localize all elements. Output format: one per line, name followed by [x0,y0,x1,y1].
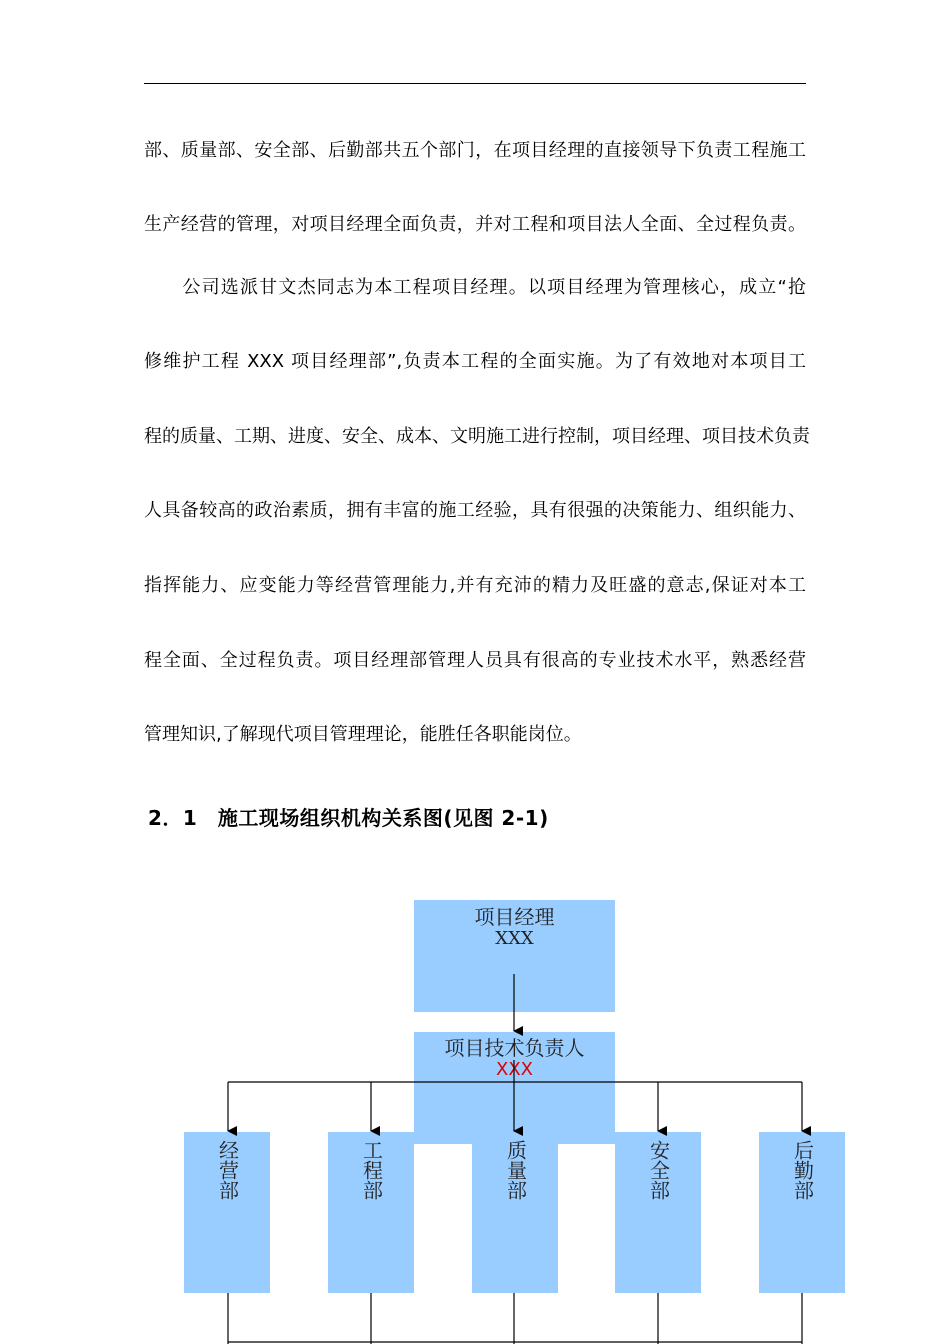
paragraph-line: 人具备较高的政治素质，拥有丰富的施工经验，具有很强的决策能力、组织能力、 [144,500,806,521]
paragraph-line: 生产经营的管理，对项目经理全面负责，并对工程和项目法人全面、全过程负责。 [144,214,806,235]
dept-label: 经营部 [215,1140,240,1200]
paragraph-line: 修维护工程 XXX 项目经理部”,负责本工程的全面实施。为了有效地对本项目工 [144,351,806,372]
dept-label: 后勤部 [790,1140,815,1200]
paragraph-line: 程的质量、工期、进度、安全、成本、文明施工进行控制，项目经理、项目技术负责 [144,426,810,447]
manager-name: XXX [495,928,534,949]
paragraph-line: 管理知识,了解现代项目管理理论，能胜任各职能岗位。 [144,724,582,745]
paragraph-line: 部、质量部、安全部、后勤部共五个部门，在项目经理的直接领导下负责工程施工 [144,140,806,161]
section-heading: 2．1 施工现场组织机构关系图(见图 2-1) [148,806,549,830]
dept-label: 安全部 [646,1140,671,1200]
paragraph-line: 指挥能力、应变能力等经营管理能力,并有充沛的精力及旺盛的意志,保证对本工 [144,575,806,596]
manager-title: 项目经理 [474,905,555,929]
tech-lead-name: XXX [496,1059,533,1080]
dept-label: 质量部 [503,1140,528,1200]
tech-lead-title: 项目技术负责人 [444,1036,585,1060]
paragraph-line: 公司选派甘文杰同志为本工程项目经理。以项目经理为管理核心，成立“抢 [144,277,806,298]
paragraph-line: 程全面、全过程负责。项目经理部管理人员具有很高的专业技术水平，熟悉经营 [144,650,806,671]
dept-label: 工程部 [359,1140,384,1200]
